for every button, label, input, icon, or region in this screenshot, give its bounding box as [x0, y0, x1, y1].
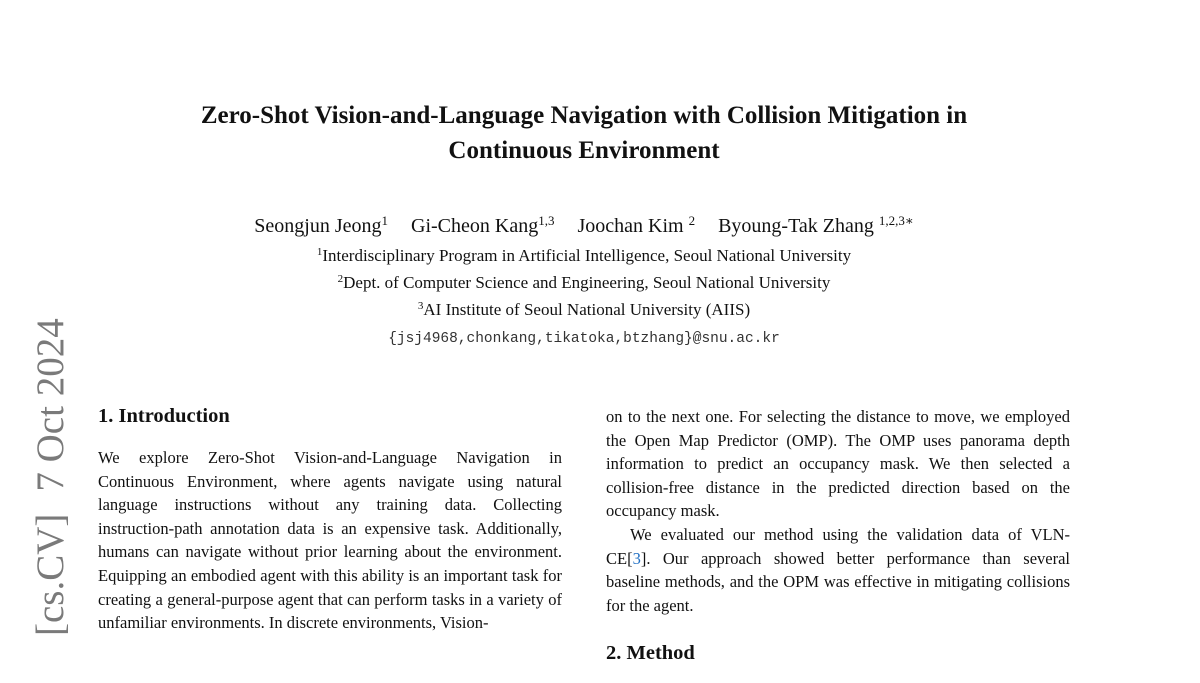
author-list [100, 212, 1068, 240]
affiliation-text: AI Institute of Seoul National University (AIIS) [423, 300, 751, 319]
author [577, 215, 695, 237]
body-paragraph: on to the next one. For selecting the distance to move, we employed the Open Map Predictor (OMP). The OMP uses panorama depth information to predict an occupancy mask. We then selected a collision-free distance in the predicted direction based on the occupancy mask. [606, 407, 1070, 521]
paragraph-text: ]. Our approach showed better performance than several baseline methods, and the OPM was effective in mitigating collisions for the agent. [606, 548, 1070, 615]
author-affiliation-mark: 1,3 [538, 213, 555, 228]
author-name: Joochan Kim [577, 215, 684, 237]
arxiv-category: [cs.CV] [29, 513, 72, 636]
author-name: Seongjun Jeong [254, 215, 382, 237]
author-affiliation-mark: 2 [688, 213, 696, 228]
affiliation [100, 272, 1068, 294]
affiliation-mark: 1 [316, 246, 323, 258]
section-heading: 1. Introduction [98, 405, 230, 427]
arxiv-side-stamp [28, 306, 74, 636]
author [718, 215, 914, 237]
author-name: Byoung-Tak Zhang [718, 215, 874, 237]
section-heading: 2. Method [606, 642, 695, 665]
affiliation [100, 245, 1068, 267]
author-name: Gi-Cheon Kang [411, 215, 539, 237]
title-line-2: Continuous Environment [448, 137, 720, 164]
paper-title [100, 98, 1068, 168]
author [411, 215, 554, 237]
right-column [606, 405, 1070, 683]
author-emails: {jsj4968,chonkang,tikatoka,btzhang}@snu.ac.kr [388, 331, 780, 347]
left-column [98, 402, 562, 635]
citation-link[interactable]: 3 [632, 548, 641, 568]
author [254, 215, 388, 237]
author-affiliation-mark: 1,2,3∗ [878, 213, 914, 228]
affiliation [100, 299, 1068, 321]
affiliation-mark: 2 [337, 273, 344, 285]
arxiv-date: 7 Oct 2024 [29, 318, 72, 492]
affiliation-text: Interdisciplinary Program in Artificial Intelligence, Seoul National University [322, 246, 852, 265]
affiliation-text: Dept. of Computer Science and Engineering, Seoul National University [343, 273, 831, 292]
intro-paragraph: We explore Zero-Shot Vision-and-Language Navigation in Continuous Environment, where agents navigate using natural language instructions without any training data. Collecting instruction-path annotation data is an expensive task. Additionally, humans can navigate without prior learning about the environment. Equipping an embodied agent with this ability is an important task for creating a general-purpose agent that can perform tasks in a variety of unfamiliar environments. In discrete environments, Vision- [98, 448, 562, 633]
title-line-1: Zero-Shot Vision-and-Language Navigation with Collision Mitigation in [200, 102, 968, 129]
author-affiliation-mark: 1 [381, 213, 389, 228]
paragraph-text: We evaluated our method using the validation data of VLN-CE[ [606, 524, 1070, 568]
body-paragraph [606, 523, 1070, 617]
affiliation-mark: 3 [417, 300, 424, 312]
